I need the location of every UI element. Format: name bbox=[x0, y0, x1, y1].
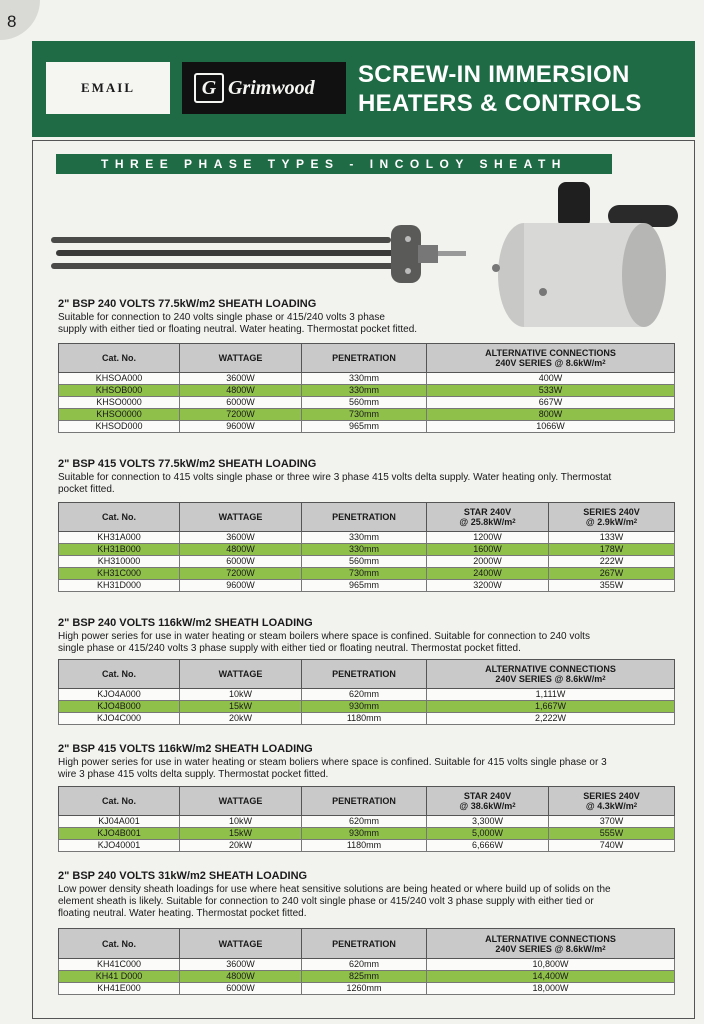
description-line: single phase or 415/240 volts 3 phase supply with either tied or floating neutral. Thermostat pocket fitted. bbox=[58, 643, 521, 654]
header-alternative-connections-line1: ALTERNATIVE CONNECTIONS bbox=[485, 348, 616, 358]
cell-connection-1: 1066W bbox=[427, 421, 675, 433]
spec-table bbox=[58, 928, 675, 995]
header-star-240v bbox=[427, 503, 549, 532]
table-row bbox=[59, 828, 675, 840]
table-row bbox=[59, 397, 675, 409]
cell-connection-2: 222W bbox=[549, 556, 675, 568]
cell-wattage: 9600W bbox=[180, 580, 302, 592]
header-star-240v-line1: STAR 240V bbox=[463, 791, 512, 801]
cell-cat-no: KHSOB000 bbox=[59, 385, 180, 397]
table-row bbox=[59, 532, 675, 544]
header-star-240v bbox=[427, 787, 549, 816]
header-alternative-connections bbox=[427, 929, 675, 959]
cell-penetration: 965mm bbox=[302, 421, 427, 433]
title-line-1: SCREW-IN IMMERSION bbox=[358, 61, 630, 88]
header-alternative-connections-line2 bbox=[427, 674, 674, 684]
cell-connection-1: 3,300W bbox=[427, 816, 549, 828]
cell-connection-1: 14,400W bbox=[427, 971, 675, 983]
cell-cat-no: KHSOD000 bbox=[59, 421, 180, 433]
cell-connection-1: 1200W bbox=[427, 532, 549, 544]
table-row bbox=[59, 701, 675, 713]
section-heading: 2" BSP 240 VOLTS 31kW/m2 SHEATH LOADING bbox=[58, 870, 308, 882]
table-row bbox=[59, 421, 675, 433]
page-number: 8 bbox=[7, 12, 17, 31]
table-row bbox=[59, 840, 675, 852]
description-line: Suitable for connection to 415 volts single phase or three wire 3 phase 415 volts delta supply. Water heating only. Thermostat bbox=[58, 472, 612, 483]
table-header-row bbox=[59, 929, 675, 959]
email-logo bbox=[46, 62, 170, 114]
cell-cat-no: KJO4A000 bbox=[59, 689, 180, 701]
header-star-240v-line2 bbox=[427, 801, 548, 811]
cell-wattage: 15kW bbox=[180, 828, 302, 840]
cell-connection-1: 533W bbox=[427, 385, 675, 397]
header-series-240v-superscript: 2 bbox=[633, 519, 638, 525]
title-line-2: HEATERS & CONTROLS bbox=[358, 90, 642, 117]
spec-table bbox=[58, 343, 675, 433]
header-star-240v-line1: STAR 240V bbox=[463, 507, 512, 517]
header-star-240v-line2-text: @ 25.8kW/m bbox=[459, 517, 513, 527]
cell-connection-1: 1600W bbox=[427, 544, 549, 556]
header-penetration: PENETRATION bbox=[302, 929, 427, 959]
cell-cat-no: KH310000 bbox=[59, 556, 180, 568]
cell-wattage: 7200W bbox=[180, 409, 302, 421]
header-wattage: WATTAGE bbox=[180, 344, 302, 373]
table-row bbox=[59, 959, 675, 971]
header-cat-no: Cat. No. bbox=[59, 787, 180, 816]
cell-penetration: 1260mm bbox=[302, 983, 427, 995]
page-number-tab bbox=[0, 0, 40, 40]
section-heading: 2" BSP 240 VOLTS 77.5kW/m2 SHEATH LOADING bbox=[58, 298, 317, 310]
header-cat-no: Cat. No. bbox=[59, 503, 180, 532]
cell-penetration: 930mm bbox=[302, 828, 427, 840]
cell-penetration: 1180mm bbox=[302, 840, 427, 852]
cell-cat-no: KH31B000 bbox=[59, 544, 180, 556]
header-alternative-connections bbox=[427, 660, 675, 689]
cell-wattage: 7200W bbox=[180, 568, 302, 580]
table-row bbox=[59, 816, 675, 828]
header-alternative-connections-superscript: 2 bbox=[602, 676, 606, 682]
header-star-240v-line2-text: @ 38.6kW/m bbox=[459, 801, 513, 811]
description-line: Suitable for connection to 240 volts single phase or 415/240 volts 3 phase bbox=[58, 312, 385, 323]
cell-cat-no: KJO4B001 bbox=[59, 828, 180, 840]
cell-connection-2: 370W bbox=[549, 816, 675, 828]
section-description bbox=[58, 757, 607, 781]
header-cat-no: Cat. No. bbox=[59, 660, 180, 689]
table-row bbox=[59, 373, 675, 385]
cell-connection-1: 10,800W bbox=[427, 959, 675, 971]
cell-cat-no: KHSO0000 bbox=[59, 409, 180, 421]
cell-connection-1: 800W bbox=[427, 409, 675, 421]
cell-penetration: 730mm bbox=[302, 568, 427, 580]
cell-cat-no: KJO4B000 bbox=[59, 701, 180, 713]
cell-wattage: 3600W bbox=[180, 373, 302, 385]
cell-penetration: 330mm bbox=[302, 532, 427, 544]
header-penetration: PENETRATION bbox=[302, 344, 427, 373]
cell-wattage: 20kW bbox=[180, 840, 302, 852]
header-series-240v bbox=[549, 503, 675, 532]
table-row bbox=[59, 568, 675, 580]
cell-connection-2: 178W bbox=[549, 544, 675, 556]
cell-connection-1: 2000W bbox=[427, 556, 549, 568]
spec-table bbox=[58, 786, 675, 852]
cell-wattage: 6000W bbox=[180, 397, 302, 409]
table-row bbox=[59, 971, 675, 983]
heater-element-image bbox=[46, 215, 466, 295]
spec-table bbox=[58, 502, 675, 592]
section-heading: 2" BSP 415 VOLTS 77.5kW/m2 SHEATH LOADING bbox=[58, 458, 317, 470]
cell-cat-no: KH41C000 bbox=[59, 959, 180, 971]
cell-wattage: 9600W bbox=[180, 421, 302, 433]
table-row bbox=[59, 544, 675, 556]
header-penetration: PENETRATION bbox=[302, 660, 427, 689]
header-star-240v-superscript: 2 bbox=[512, 803, 516, 809]
cell-penetration: 825mm bbox=[302, 971, 427, 983]
cell-connection-2: 355W bbox=[549, 580, 675, 592]
header-alternative-connections bbox=[427, 344, 675, 373]
section-heading: 2" BSP 415 VOLTS 116kW/m2 SHEATH LOADING bbox=[58, 743, 313, 755]
header-alternative-connections-line2-text: 240V SERIES @ 8.6kW/m bbox=[495, 674, 603, 684]
header-alternative-connections-line2-text: 240V SERIES @ 8.6kW/m bbox=[495, 358, 603, 368]
header-cat-no: Cat. No. bbox=[59, 929, 180, 959]
cell-cat-no: KJO4C000 bbox=[59, 713, 180, 725]
cell-wattage: 6000W bbox=[180, 983, 302, 995]
table-header-row bbox=[59, 503, 675, 532]
header-series-240v bbox=[549, 787, 675, 816]
section-description bbox=[58, 631, 590, 655]
grimwood-g-icon: G bbox=[194, 73, 224, 103]
header-alternative-connections-line1: ALTERNATIVE CONNECTIONS bbox=[485, 664, 616, 674]
table-header-row bbox=[59, 344, 675, 373]
header-series-240v-line1: SERIES 240V bbox=[583, 791, 640, 801]
grimwood-logo bbox=[182, 62, 346, 114]
description-line: pocket fitted. bbox=[58, 484, 115, 495]
header-series-240v-line2-text: @ 2.9kW/m bbox=[585, 517, 634, 527]
header-wattage: WATTAGE bbox=[180, 660, 302, 689]
table-row bbox=[59, 556, 675, 568]
cell-penetration: 620mm bbox=[302, 959, 427, 971]
description-line: Low power density sheath loadings for use where heat sensitive solutions are being heated or where build up of solids on the bbox=[58, 884, 611, 895]
cell-wattage: 3600W bbox=[180, 532, 302, 544]
cell-wattage: 3600W bbox=[180, 959, 302, 971]
description-line: wire 3 phase 415 volts delta supply. Thermostat pocket fitted. bbox=[58, 769, 329, 780]
cell-wattage: 4800W bbox=[180, 385, 302, 397]
header-series-240v-superscript: 2 bbox=[633, 803, 638, 809]
header-series-240v-line1: SERIES 240V bbox=[583, 507, 640, 517]
table-header-row bbox=[59, 660, 675, 689]
table-row bbox=[59, 689, 675, 701]
cell-wattage: 15kW bbox=[180, 701, 302, 713]
cell-penetration: 620mm bbox=[302, 689, 427, 701]
cell-connection-1: 1,111W bbox=[427, 689, 675, 701]
cell-penetration: 730mm bbox=[302, 409, 427, 421]
table-row bbox=[59, 385, 675, 397]
cell-wattage: 4800W bbox=[180, 544, 302, 556]
header-alternative-connections-superscript: 2 bbox=[602, 360, 606, 366]
thermostat-housing-image bbox=[488, 180, 688, 330]
section-description bbox=[58, 312, 417, 336]
cell-penetration: 1180mm bbox=[302, 713, 427, 725]
cell-connection-1: 400W bbox=[427, 373, 675, 385]
cell-wattage: 6000W bbox=[180, 556, 302, 568]
header-alternative-connections-line2-text: 240V SERIES @ 8.6kW/m bbox=[495, 943, 603, 954]
section-description bbox=[58, 472, 611, 496]
cell-cat-no: KH31D000 bbox=[59, 580, 180, 592]
description-line: High power series for use in water heating or steam boliers where space is confined. Suitable for 415 volts single phase or 3 bbox=[58, 757, 607, 768]
section-description bbox=[58, 884, 611, 920]
header-alternative-connections-line2 bbox=[427, 358, 674, 368]
header-star-240v-superscript: 2 bbox=[512, 519, 516, 525]
cell-connection-1: 18,000W bbox=[427, 983, 675, 995]
header-penetration: PENETRATION bbox=[302, 503, 427, 532]
grimwood-logo-text: Grimwood bbox=[228, 76, 315, 99]
spec-table bbox=[58, 659, 675, 725]
description-line: High power series for use in water heating or steam boilers where space is confined. Suitable for connection to 240 volts bbox=[58, 631, 590, 642]
header-wattage: WATTAGE bbox=[180, 929, 302, 959]
header-series-240v-line2-text: @ 4.3kW/m bbox=[585, 801, 634, 811]
cell-connection-1: 1,667W bbox=[427, 701, 675, 713]
cell-penetration: 330mm bbox=[302, 544, 427, 556]
cell-connection-1: 3200W bbox=[427, 580, 549, 592]
cell-penetration: 965mm bbox=[302, 580, 427, 592]
cell-wattage: 10kW bbox=[180, 816, 302, 828]
cell-connection-2: 133W bbox=[549, 532, 675, 544]
email-logo-text: EMAIL bbox=[80, 80, 136, 95]
cell-wattage: 20kW bbox=[180, 713, 302, 725]
cell-connection-2: 267W bbox=[549, 568, 675, 580]
cell-cat-no: KH31C000 bbox=[59, 568, 180, 580]
cell-cat-no: KH41 D000 bbox=[59, 971, 180, 983]
description-line: floating neutral. Water heating. Thermostat pocket fitted. bbox=[58, 908, 307, 919]
header-series-240v-line2 bbox=[549, 517, 674, 527]
cell-connection-2: 740W bbox=[549, 840, 675, 852]
cell-connection-1: 5,000W bbox=[427, 828, 549, 840]
cell-cat-no: KH41E000 bbox=[59, 983, 180, 995]
header-wattage: WATTAGE bbox=[180, 503, 302, 532]
cell-cat-no: KH31A000 bbox=[59, 532, 180, 544]
cell-cat-no: KJO40001 bbox=[59, 840, 180, 852]
header-star-240v-line2 bbox=[427, 517, 548, 527]
table-row bbox=[59, 409, 675, 421]
page-title bbox=[358, 60, 642, 118]
cell-cat-no: KHSO0000 bbox=[59, 397, 180, 409]
cell-connection-2: 555W bbox=[549, 828, 675, 840]
header-alternative-connections-superscript: 2 bbox=[602, 945, 606, 952]
cell-connection-1: 667W bbox=[427, 397, 675, 409]
cell-connection-1: 2400W bbox=[427, 568, 549, 580]
description-line: supply with either tied or floating neutral. Water heating. Thermostat pocket fitted. bbox=[58, 324, 418, 335]
header-cat-no: Cat. No. bbox=[59, 344, 180, 373]
cell-cat-no: KHSOA000 bbox=[59, 373, 180, 385]
table-header-row bbox=[59, 787, 675, 816]
cell-penetration: 330mm bbox=[302, 385, 427, 397]
table-row bbox=[59, 580, 675, 592]
cell-cat-no: KJ04A001 bbox=[59, 816, 180, 828]
table-row bbox=[59, 713, 675, 725]
description-line: element sheath is likely. Suitable for connection to 240 volt single phase or 415/240 volt 3 phase supply with either tied or bbox=[58, 896, 594, 907]
cell-penetration: 560mm bbox=[302, 397, 427, 409]
cell-wattage: 10kW bbox=[180, 689, 302, 701]
header-penetration: PENETRATION bbox=[302, 787, 427, 816]
table-row bbox=[59, 983, 675, 995]
cell-penetration: 930mm bbox=[302, 701, 427, 713]
header-alternative-connections-line1: ALTERNATIVE CONNECTIONS bbox=[485, 933, 616, 944]
section-heading: 2" BSP 240 VOLTS 116kW/m2 SHEATH LOADING bbox=[58, 617, 313, 629]
header-alternative-connections-line2 bbox=[427, 944, 674, 954]
cell-penetration: 620mm bbox=[302, 816, 427, 828]
header-wattage: WATTAGE bbox=[180, 787, 302, 816]
cell-penetration: 330mm bbox=[302, 373, 427, 385]
header-series-240v-line2 bbox=[549, 801, 674, 811]
cell-wattage: 4800W bbox=[180, 971, 302, 983]
cell-penetration: 560mm bbox=[302, 556, 427, 568]
section-strip: THREE PHASE TYPES - INCOLOY SHEATH bbox=[56, 154, 612, 174]
cell-connection-1: 2,222W bbox=[427, 713, 675, 725]
cell-connection-1: 6,666W bbox=[427, 840, 549, 852]
